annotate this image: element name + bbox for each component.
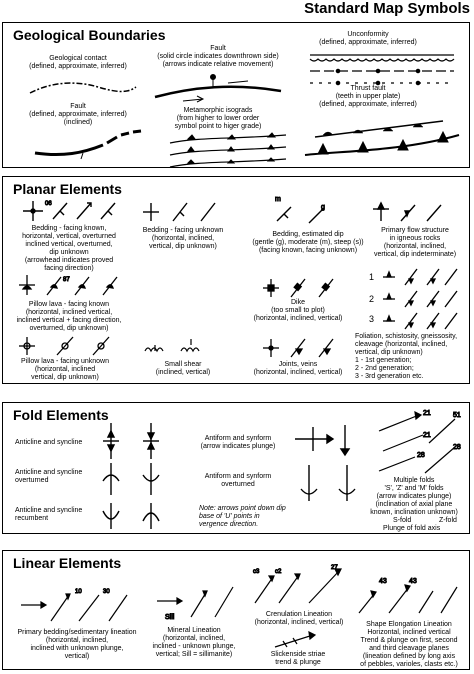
shape-lineation-symbols	[353, 569, 463, 619]
svg-text:g: g	[321, 204, 325, 211]
svg-text:21: 21	[423, 432, 431, 439]
dike-label: Dike (too small to plot) (horizontal, inclined, vertical)	[253, 299, 343, 322]
gen-label-2: 2	[369, 294, 375, 304]
small-shear-symbols	[143, 337, 223, 357]
svg-text:10: 10	[75, 589, 82, 595]
pillow-unknown-label: Pillow lava - facing unknown (horizontal, inclined vertical, dip unknown)	[21, 358, 109, 381]
antiform-label: Antiform and synform (arrow indicates plunge)	[200, 435, 276, 450]
dike-symbols	[261, 277, 341, 299]
fault-downthrown-symbol	[153, 73, 283, 107]
slickenside-symbol	[273, 631, 323, 649]
anticline-overturned-label: Anticline and syncline overturned	[15, 469, 83, 484]
bedding-lineation-label: Primary bedding/sedimentary lineation (horizontal, inclined, inclined with unknown plunge, vertical)	[17, 629, 137, 660]
panel-title: Geological Boundaries	[13, 27, 166, 43]
bedding-known-symbols	[15, 199, 125, 223]
fault-label: Fault (defined, approximate, inferred) (inclined)	[29, 103, 127, 126]
fault-inclined-symbol	[33, 131, 153, 161]
joints-symbols	[261, 337, 341, 359]
flow-structure-label: Primary flow structure in igneous rocks (horizontal, inclined, vertical, dip indeterminate)	[373, 227, 457, 258]
contact-label: Geological contact (defined, approximate, inferred)	[29, 55, 127, 70]
bedding-unknown-label: Bedding - facing unknown (horizontal, inclined, vertical, dip unknown)	[142, 227, 224, 250]
svg-text:30: 30	[103, 589, 110, 595]
svg-text:Sill: Sill	[165, 614, 175, 621]
geological-boundaries-panel	[2, 22, 470, 168]
svg-text:43: 43	[409, 578, 417, 585]
panel-title: Fold Elements	[13, 407, 109, 423]
antiform-symbols	[293, 423, 363, 459]
svg-text:87: 87	[63, 277, 70, 283]
isograds-symbol	[168, 133, 288, 169]
gen-label-3: 3	[369, 314, 375, 324]
pillow-known-symbols	[17, 273, 127, 297]
svg-text:27: 27	[331, 565, 338, 571]
svg-text:06: 06	[45, 201, 52, 207]
bedding-dip-label: Bedding, estimated dip (gentle (g), moderate (m), steep (s)) (facing known, facing unknown)	[252, 231, 364, 254]
foliation-label: Foliation, schistosity, gneissosity, cleavage (horizontal, inclined, vertical, dip unknown) 1 - 1st generation; 2 - 2nd generation; 3 - 3rd generation etc.	[355, 333, 458, 380]
anticline-label: Anticline and syncline	[15, 439, 83, 446]
mineral-lineation-symbols	[153, 571, 243, 623]
slickenside-label: Slickenside striae trend & plunge	[270, 651, 326, 666]
antiform-overturned-label: Antiform and synform overturned	[204, 473, 272, 488]
svg-text:43: 43	[379, 578, 387, 585]
minor-folds-label: Multiple folds 'S', 'Z' and 'M' folds (arrow indicates plunge) (inclination of axial plane known, inclination unknown)	[370, 477, 458, 516]
s-fold-label: S-fold	[393, 517, 412, 524]
anticline-recumbent-symbols	[99, 501, 169, 531]
bedding-dip-symbols	[273, 191, 353, 227]
svg-text:28: 28	[453, 444, 461, 451]
foliation-symbols	[381, 267, 461, 331]
flow-structure-symbols	[371, 201, 451, 223]
thrust-label: Thrust fault (teeth in upper plate) (defined, approximate, inferred)	[319, 85, 417, 108]
thrust-fault-symbol	[303, 113, 463, 165]
gen-label-1: 1	[369, 272, 375, 282]
minor-folds-symbols	[375, 409, 465, 479]
svg-text:m: m	[275, 196, 281, 203]
planar-elements-panel	[2, 176, 470, 384]
isograds-label: Metamorphic isograds (from higher to lower order symbol point to higer grade)	[174, 107, 262, 130]
fault-downthrown-label: Fault (solid circle indicates downthrown side) (arrows indicate relative movement)	[157, 45, 279, 68]
plunge-label: Plunge of fold axis	[383, 525, 441, 532]
mineral-lineation-label: Mineral Lineation (horizontal, inclined, inclined - unknown plunge, vertical; Sill = sillimanite)	[152, 627, 236, 658]
svg-text:c3: c3	[253, 569, 260, 575]
z-fold-label: Z-fold	[439, 517, 457, 524]
svg-text:51: 51	[453, 412, 461, 419]
fold-note: Note: arrows point down dip base of 'U' points in vergence direction.	[199, 505, 286, 528]
shape-lineation-label: Shape Elongation Lineation Horizontal, inclined vertical Trend & plunge on first, second and third cleavage planes (lineation defined by long axis of pebbles, varioles, clasts etc.)	[360, 621, 458, 668]
linear-elements-panel	[2, 550, 470, 670]
bedding-lineation-symbols	[17, 585, 137, 625]
page-title: Standard Map Symbols	[304, 0, 470, 17]
antiform-overturned-symbols	[295, 463, 365, 503]
svg-text:21: 21	[423, 410, 431, 417]
svg-text:28: 28	[417, 452, 425, 459]
joints-label: Joints, veins (horizontal, inclined, vertical)	[253, 361, 343, 376]
anticline-symbols	[99, 421, 169, 461]
crenulation-lineation-label: Crenulation Lineation (horizontal, inclined, vertical)	[254, 611, 344, 626]
svg-text:c2: c2	[275, 569, 282, 575]
bedding-known-label: Bedding - facing known, horizontal, vertical, overturned inclined vertical, overturned, dip unknown (arrowhead indicates proved facing direction)	[22, 225, 116, 272]
pillow-known-label: Pillow lava - facing known (horizontal, inclined vertical, inclined vertical + facing direction, overturned, dip unknown)	[16, 301, 122, 332]
panel-title: Planar Elements	[13, 181, 122, 197]
fold-elements-panel	[2, 402, 470, 534]
anticline-recumbent-label: Anticline and syncline recumbent	[15, 507, 83, 522]
pillow-unknown-symbols	[17, 335, 127, 357]
panel-title: Linear Elements	[13, 555, 122, 571]
anticline-overturned-symbols	[99, 461, 169, 497]
contact-line-symbol	[28, 79, 138, 99]
unconformity-label: Unconformity (defined, approximate, inferred)	[319, 31, 417, 46]
crenulation-lineation-symbols	[249, 563, 349, 609]
small-shear-label: Small shear (inclined, vertical)	[155, 361, 211, 376]
bedding-unknown-symbols	[143, 201, 223, 223]
